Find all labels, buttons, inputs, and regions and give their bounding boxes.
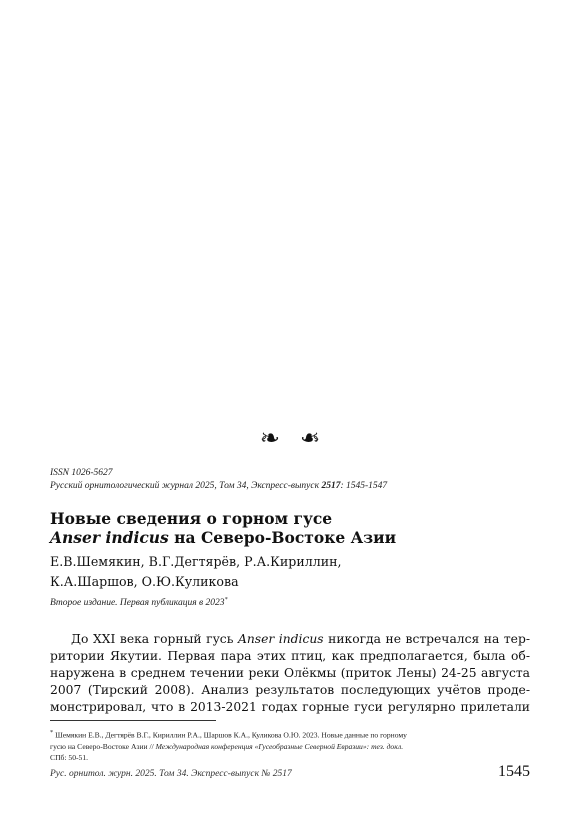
footer-reference: Рус. орнитол. журн. 2025. Том 34. Экспресс-выпуск № 2517 — [50, 769, 292, 779]
body-line-2: ритории Якутии. Первая пара этих птиц, как предполагается, была об- — [50, 649, 530, 664]
right-fleuron-icon: ❧ — [290, 424, 321, 452]
edition-footnote-mark: * — [224, 597, 228, 603]
footnote-line-2-a: гусю на Северо-Востоке Азии // — [50, 741, 156, 751]
title-line-2 — [50, 528, 396, 547]
footnote-divider — [50, 720, 216, 721]
article-title — [50, 509, 396, 547]
authors-line-1: Е.В.Шемякин, В.Г.Дегтярёв, Р.А.Кириллин, — [50, 554, 342, 569]
body-line-1-b: никогда не встречался на тер- — [323, 632, 530, 646]
issn-line: ISSN 1026-5627 — [50, 468, 113, 478]
title-species: Anser indicus — [50, 528, 169, 547]
footnote-line-1 — [50, 727, 530, 741]
footnote-line-2-italic: Международная конференция «Гусеобразные Северной Евразии»: тез. докл. — [155, 741, 404, 751]
author-list — [50, 552, 342, 592]
footnote-line-3: СПб: 50-51. — [50, 753, 89, 763]
footnote-mark: * — [50, 729, 54, 736]
footnote-line-1-text: Шемякин Е.В., Дегтярёв В.Г., Кириллин Р.А., Шаршов К.А., Куликова О.Ю. 2023. Новые данные по горному — [53, 730, 407, 740]
footnote-line-2 — [50, 741, 530, 752]
left-fleuron-icon: ❧ — [259, 424, 290, 452]
edition-text: Второе издание. Первая публикация в 2023 — [50, 598, 225, 609]
authors-line-2: К.А.Шаршов, О.Ю.Куликова — [50, 574, 239, 589]
journal-citation — [50, 481, 387, 491]
body-text — [50, 631, 530, 716]
body-line-3: наружена в среднем течении реки Олёкмы (приток Лены) 24-25 августа — [50, 666, 530, 681]
body-species: Anser indicus — [237, 632, 324, 646]
page-range: : 1545-1547 — [340, 481, 388, 491]
title-line-1: Новые сведения о горном гусе — [50, 509, 333, 528]
body-line-1 — [50, 631, 530, 648]
body-line-1-a: До XXI века горный гусь — [71, 632, 238, 646]
body-line-4: 2007 (Тирский 2008). Анализ результатов последующих учётов продe- — [50, 683, 530, 698]
footnote — [50, 727, 530, 764]
journal-prefix: Русский орнитологический журнал 2025, Том 34, Экспресс-выпуск — [50, 481, 322, 491]
title-line-2-rest: на Северо-Востоке Азии — [168, 528, 397, 547]
issue-number: 2517 — [321, 481, 341, 491]
edition-note — [50, 597, 228, 608]
ornament-glyphs — [0, 424, 580, 452]
body-line-5: монстрировал, что в 2013-2021 годах горные гуси регулярно прилетали — [50, 700, 530, 715]
page-number: 1545 — [498, 763, 530, 780]
